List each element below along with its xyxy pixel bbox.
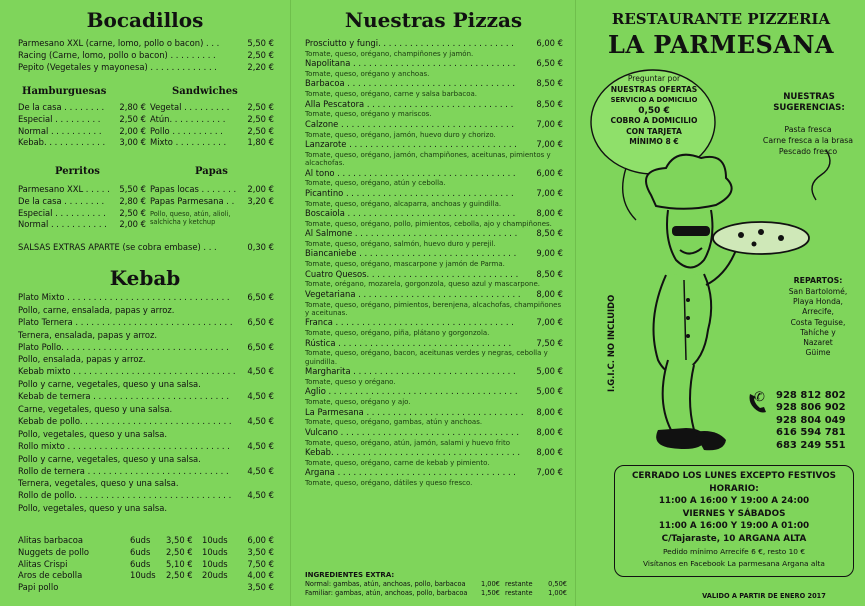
kebab-row xyxy=(18,490,274,502)
pizza-row xyxy=(305,119,563,131)
hours-line: VIERNES Y SÁBADOS xyxy=(682,508,786,519)
item-name: Plato Ternera . . . . . . . . . . . . . . . . . . . . . . . . . . . . . . xyxy=(18,316,233,327)
item-name: Franca . . . . . . . . . . . . . . . . . . . . . . . . . . . . . . . . . . xyxy=(305,317,514,328)
extra-price-small: 3,50 € xyxy=(166,535,193,545)
item-name: Rollo de pollo. . . . . . . . . . . . . . . . . . . . . . . . . . . . . . xyxy=(18,490,232,501)
salsas-price: 0,30 € xyxy=(247,242,274,252)
hours-line: HORARIO: xyxy=(709,483,759,494)
bubble-line: Preguntar por xyxy=(627,74,681,83)
kebab-row xyxy=(18,366,274,378)
pizza-row xyxy=(305,99,563,111)
salsas-name: SALSAS EXTRAS APARTE (se cobra embase) . . . xyxy=(18,242,217,252)
item-name: Normal . . . . . . . . . . xyxy=(18,125,102,136)
ingredient-price-2: 0,50€ xyxy=(548,580,567,589)
ingredient-label: restante xyxy=(505,589,533,598)
perrito-row xyxy=(18,196,146,208)
item-name: Kebab de pollo. . . . . . . . . . . . . . . . . . . . . . . . . . . . . xyxy=(18,415,232,426)
item-name: Margharita . . . . . . . . . . . . . . . . . . . . . . . . . . . . . . . xyxy=(305,366,516,377)
hamburguesas-list xyxy=(18,102,146,149)
pizza-desc: Tomate, queso, orégano, carne de kebab y pimiento. xyxy=(305,458,490,467)
salsas-row xyxy=(18,242,274,254)
item-price: 4,50 € xyxy=(247,391,274,402)
phone-number: 683 249 551 xyxy=(776,439,846,451)
hours-line: 11:00 A 16:00 Y 19:00 A 01:00 xyxy=(658,521,810,532)
pizza-row xyxy=(305,58,563,70)
bocadillo-row xyxy=(18,50,274,62)
extra-name: Alitas barbacoa xyxy=(18,535,84,545)
item-price: 5,50 € xyxy=(247,38,274,48)
phone-number: 616 594 781 xyxy=(776,427,846,439)
left-panel xyxy=(0,0,290,606)
item-name: Kebab de ternera . . . . . . . . . . . . . . . . . . . . . . . . . . xyxy=(18,391,229,402)
extra-name: Papi pollo xyxy=(18,582,59,593)
item-price: 6,00 € xyxy=(536,38,563,48)
kebab-desc: Carne, vegetales, queso y una salsa. xyxy=(18,403,173,414)
item-name: Kebab. . . . . . . . . . . . xyxy=(18,137,106,148)
extra-row xyxy=(18,547,274,559)
suggestion-item: Pasta fresca xyxy=(784,125,832,134)
right-panel xyxy=(575,0,865,606)
item-price: 2,80 € xyxy=(119,102,146,112)
item-price: 2,50 € xyxy=(247,49,274,60)
pizza-desc: Tomate, queso, orégano, dátiles y queso fresco. xyxy=(305,479,473,488)
bocadillos-list xyxy=(18,38,274,73)
item-price: 6,50 € xyxy=(536,58,563,69)
ingredient-price-1: 1,00€ xyxy=(481,580,500,589)
suggestion-item: Carne fresca a la brasa xyxy=(762,136,854,145)
kebab-desc: Pollo, vegetales, queso y una salsa. xyxy=(18,428,168,439)
ingredients-list xyxy=(305,580,567,598)
phone-number: 928 806 902 xyxy=(776,402,846,414)
item-name: Normal . . . . . . . . . . . xyxy=(18,219,107,230)
papa-row xyxy=(150,184,274,196)
ingredient-row xyxy=(305,580,567,589)
item-price: 5,50 € xyxy=(119,184,146,194)
item-name: Calzone . . . . . . . . . . . . . . . . . . . . . . . . . . . . . . . . . xyxy=(305,118,514,129)
item-name: Rollo de ternera . . . . . . . . . . . . . . . . . . . . . . . . . . . xyxy=(18,465,229,476)
item-name: Pollo . . . . . . . . . . xyxy=(150,125,223,136)
kebab-desc: Pollo, ensalada, papas y arroz. xyxy=(18,354,146,365)
ingredient-row xyxy=(305,589,567,598)
restaurant-type: RESTAURANTE PIZZERIA xyxy=(611,10,831,28)
item-price: 2,00 € xyxy=(119,219,146,230)
repartos-list xyxy=(772,287,864,358)
item-name: Al tono . . . . . . . . . . . . . . . . . . . . . . . . . . . . . . . . . . xyxy=(305,167,516,178)
pizza-row xyxy=(305,38,563,50)
extra-name: Nuggets de pollo xyxy=(18,546,90,557)
item-name: De la casa . . . . . . . . xyxy=(18,102,105,112)
kebab-row xyxy=(18,391,274,403)
item-price: 6,50 € xyxy=(247,316,274,327)
item-price: 8,00 € xyxy=(536,288,563,299)
item-price: 9,00 € xyxy=(536,248,563,259)
item-price: 8,50 € xyxy=(536,268,563,279)
item-price: 2,50 € xyxy=(247,102,274,112)
valid-note: VALIDO A PARTIR DE ENERO 2017 xyxy=(702,592,826,600)
item-name: De la casa . . . . . . . . xyxy=(18,195,105,206)
item-name: Vegetariana . . . . . . . . . . . . . . . . . . . . . . . . . . . . . . . xyxy=(305,288,521,299)
pizza-row xyxy=(305,168,563,180)
kebab-row xyxy=(18,416,274,428)
item-name: Plato Mixto . . . . . . . . . . . . . . . . . . . . . . . . . . . . . . . xyxy=(18,292,230,302)
item-price: 4,50 € xyxy=(247,366,274,377)
pizzas-list xyxy=(305,38,563,487)
item-name: Alla Pescatora . . . . . . . . . . . . . . . . . . . . . . . . . . . . xyxy=(305,98,514,109)
pizza-row xyxy=(305,289,563,301)
item-name: Plato Pollo. . . . . . . . . . . . . . . . . . . . . . . . . . . . . . . . xyxy=(18,341,229,352)
hamburguesa-row xyxy=(18,137,146,149)
item-name: Prosciutto y fungi. . . . . . . . . . . . . . . . . . . . . . . . . . xyxy=(305,38,514,48)
hamburguesa-row xyxy=(18,102,146,114)
pizza-desc: Tomate, queso, orégano, atún, jamón, salami y huevo frito xyxy=(305,438,511,447)
item-price: 4,50 € xyxy=(247,440,274,451)
extra-qty-large: 10uds xyxy=(202,558,228,569)
restaurant-name: LA PARMESANA xyxy=(607,30,835,59)
item-price: 2,50 € xyxy=(247,113,274,124)
pizza-desc: Tomate, queso y orégano. xyxy=(305,378,396,387)
item-name: Rústica . . . . . . . . . . . . . . . . . . . . . . . . . . . . . . . . . xyxy=(305,337,512,348)
extra-qty-small: 10uds xyxy=(130,570,156,581)
extra-price-large: 4,00 € xyxy=(247,570,274,581)
pizza-desc: Tomate, queso, orégano, pollo, pimientos, cebolla, ajo y champiñones. xyxy=(305,219,552,228)
kebab-desc: Pollo, vegetales, queso y una salsa. xyxy=(18,503,168,514)
item-name: Aglio . . . . . . . . . . . . . . . . . . . . . . . . . . . . . . . . . . . . xyxy=(305,386,518,397)
hamburguesas-title: Hamburguesas xyxy=(22,86,107,97)
extra-name: Aros de cebolla xyxy=(18,570,83,581)
pizza-row xyxy=(305,338,563,350)
item-price: 3,20 € xyxy=(247,195,274,206)
middle-panel xyxy=(290,0,575,606)
kebab-row xyxy=(18,292,274,304)
item-price: 6,50 € xyxy=(247,292,274,302)
sandwich-row xyxy=(150,137,274,149)
item-name: Argana . . . . . . . . . . . . . . . . . . . . . . . . . . . . . . . . . . xyxy=(305,467,516,478)
item-price: 2,80 € xyxy=(119,195,146,206)
pizza-desc: Tomate, queso, orégano, carne y salsa barbacoa. xyxy=(305,90,478,99)
pizza-desc: Tomate, queso, orégano, bacon, aceitunas verdes y negras, cebolla y guindilla. xyxy=(305,349,548,366)
extra-name: Alitas Crispi xyxy=(18,558,68,569)
kebab-desc: Pollo y carne, vegetales, queso y una salsa. xyxy=(18,379,201,390)
sandwich-row xyxy=(150,102,274,114)
pizza-row xyxy=(305,386,563,398)
item-price: 2,50 € xyxy=(119,113,146,124)
phone-list xyxy=(776,390,856,452)
bocadillo-row xyxy=(18,62,274,74)
item-price: 7,00 € xyxy=(536,467,563,478)
item-price: 5,00 € xyxy=(536,366,563,377)
item-name: Especial . . . . . . . . . . xyxy=(18,207,106,218)
kebab-row xyxy=(18,342,274,354)
extra-qty-large: 10uds xyxy=(202,535,228,545)
pizza-desc: Tomate, queso, orégano, champiñones y jamón. xyxy=(305,49,474,58)
item-name: Cuatro Quesos. . . . . . . . . . . . . . . . . . . . . . . . . . . . . xyxy=(305,268,519,279)
pizza-row xyxy=(305,366,563,378)
sandwich-row xyxy=(150,114,274,126)
item-name: Kebab. . . . . . . . . . . . . . . . . . . . . . . . . . . . . . . . . . . . xyxy=(305,447,521,458)
kebab-title: Kebab xyxy=(109,266,181,290)
suggestions-list xyxy=(750,124,865,157)
pizza-desc: Tomate, queso, orégano, mascarpone y jamón de Parma. xyxy=(305,260,505,269)
extra-qty-small: 6uds xyxy=(130,558,151,569)
pizza-desc: Tomate, queso, orégano, salmón, huevo duro y perejil. xyxy=(305,240,496,249)
item-price: 7,50 € xyxy=(536,337,563,348)
bubble-line: NUESTRAS OFERTAS xyxy=(610,84,698,94)
extra-row xyxy=(18,559,274,571)
bubble-line: SERVICIO A DOMICILIO xyxy=(610,96,698,104)
perrito-row xyxy=(18,219,146,231)
bocadillo-row xyxy=(18,38,274,50)
extra-row xyxy=(18,570,274,582)
hours-line: C/Tajaraste, 10 ARGANA ALTA xyxy=(661,533,807,544)
item-price: 2,50 € xyxy=(247,125,274,136)
item-name: Atún. . . . . . . . . . . xyxy=(150,113,226,124)
item-name: Napolitana . . . . . . . . . . . . . . . . . . . . . . . . . . . . . . . xyxy=(305,58,516,69)
reparto-item: Arrecife, xyxy=(802,307,834,317)
pizza-row xyxy=(305,188,563,200)
item-name: Barbacoa . . . . . . . . . . . . . . . . . . . . . . . . . . . . . . . . xyxy=(305,78,516,89)
ingredient-name: Normal: gambas, atún, anchoas, pollo, barbacoa xyxy=(305,580,466,589)
item-name: Kebab mixto . . . . . . . . . . . . . . . . . . . . . . . . . . . . . . . xyxy=(18,366,236,377)
item-name: Vulcano . . . . . . . . . . . . . . . . . . . . . . . . . . . . . . . . . . xyxy=(305,426,519,437)
phone-number: 928 812 802 xyxy=(776,390,846,401)
extras-list xyxy=(18,535,274,594)
ingredient-price-1: 1,50€ xyxy=(481,589,500,598)
bocadillos-title: Bocadillos xyxy=(86,8,204,32)
ingredient-label: restante xyxy=(505,580,533,589)
item-price: 2,00 € xyxy=(247,184,274,194)
kebab-list xyxy=(18,292,274,515)
reparto-item: Tahíche y xyxy=(800,327,836,337)
extra-qty-small: 6uds xyxy=(130,535,151,545)
item-name: Boscaiola . . . . . . . . . . . . . . . . . . . . . . . . . . . . . . . . xyxy=(305,208,516,219)
papas-title: Papas xyxy=(195,166,228,177)
reparto-item: Playa Honda, xyxy=(793,297,843,307)
item-name: Rollo mixto . . . . . . . . . . . . . . . . . . . . . . . . . . . . . . . xyxy=(18,440,230,451)
kebab-row xyxy=(18,466,274,478)
papas-list xyxy=(150,184,274,208)
item-price: 8,50 € xyxy=(536,78,563,89)
item-price: 4,50 € xyxy=(247,465,274,476)
igic-note: I.G.I.C. NO INCLUIDO xyxy=(606,294,616,392)
item-price: 8,00 € xyxy=(536,406,563,417)
pizza-row xyxy=(305,139,563,151)
item-name: Parmesano XXL . . . . . xyxy=(18,184,110,194)
item-price: 7,00 € xyxy=(536,139,563,150)
item-price: 2,00 € xyxy=(119,125,146,136)
pizza-desc: Tomate, queso, orégano, gambas, atún y anchoas. xyxy=(305,418,483,427)
pizza-row xyxy=(305,228,563,240)
pizza-desc: Tomate, queso, orégano, piña, plátano y gorgonzola. xyxy=(305,329,490,338)
item-price: 8,50 € xyxy=(536,98,563,109)
pizza-desc: Tomate, queso, orégano y anchoas. xyxy=(305,70,430,78)
reparto-item: San Bartolomé, xyxy=(788,287,848,296)
item-price: 7,00 € xyxy=(536,118,563,129)
item-price: 2,20 € xyxy=(247,61,274,72)
ingredient-price-2: 1,00€ xyxy=(548,589,567,598)
item-name: Biancaniebe . . . . . . . . . . . . . . . . . . . . . . . . . . . . . . xyxy=(305,248,517,259)
pizza-row xyxy=(305,447,563,459)
kebab-desc: Ternera, ensalada, papas y arroz. xyxy=(18,329,158,340)
papas-note: Pollo, queso, atún, alioli, salchicha y ketchup xyxy=(150,210,231,226)
reparto-item: Güime xyxy=(805,348,831,358)
item-name: Picantino . . . . . . . . . . . . . . . . . . . . . . . . . . . . . . . . xyxy=(305,187,514,198)
item-price: 2,50 € xyxy=(119,207,146,218)
item-price: 7,00 € xyxy=(536,187,563,198)
item-name: Papas Parmesana . . xyxy=(150,195,235,206)
reparto-item: Costa Teguise, xyxy=(790,317,846,327)
hours-line: 11:00 A 16:00 Y 19:00 A 24:00 xyxy=(658,496,810,507)
item-name: Racing (Carne, lomo, pollo o bacon) . . . . . . . . . xyxy=(18,49,216,60)
perrito-row xyxy=(18,208,146,220)
item-price: 3,00 € xyxy=(119,137,146,148)
item-price: 7,00 € xyxy=(536,317,563,328)
reparto-item: Nazaret xyxy=(803,338,833,348)
pizza-row xyxy=(305,427,563,439)
pizzas-title: Nuestras Pizzas xyxy=(344,8,523,32)
phone-icon: ✆ xyxy=(754,390,765,405)
hours-line: Pedido mínimo Arrecife 6 €, resto 10 € xyxy=(662,546,806,556)
item-price: 8,00 € xyxy=(536,426,563,437)
item-name: Vegetal . . . . . . . . . xyxy=(150,102,230,112)
papa-row xyxy=(150,196,274,208)
bubble-line: CON TARJETA xyxy=(626,126,682,136)
hours-line: CERRADO LOS LUNES EXCEPTO FESTIVOS xyxy=(631,471,837,481)
kebab-desc: Pollo, carne, ensalada, papas y arroz. xyxy=(18,304,175,315)
sandwiches-list xyxy=(150,102,274,149)
extra-row xyxy=(18,535,274,547)
extra-price-large: 7,50 € xyxy=(247,558,274,569)
extra-qty-small: 6uds xyxy=(130,546,151,557)
hamburguesa-row xyxy=(18,126,146,138)
phone-number: 928 804 049 xyxy=(776,414,846,426)
pizza-row xyxy=(305,269,563,281)
extra-price-large: 3,50 € xyxy=(247,546,274,557)
item-name: Mixto . . . . . . . . . . xyxy=(150,137,227,148)
hours-box xyxy=(614,465,854,577)
pizza-desc: Tomate, queso, orégano, pimientos, berenjena, alcachofas, champiñones y aceitunas. xyxy=(305,300,562,318)
item-price: 8,00 € xyxy=(536,447,563,458)
hamburguesa-row xyxy=(18,114,146,126)
extra-qty-large: 10uds xyxy=(202,546,228,557)
pizza-desc: Tomate, queso, orégano, alcaparra, anchoas y guindilla. xyxy=(305,199,502,208)
suggestions-title: NUESTRAS SUGERENCIAS: xyxy=(773,92,845,113)
extra-price-large: 3,50 € xyxy=(247,582,274,593)
perritos-title: Perritos xyxy=(55,166,100,177)
kebab-desc: Pollo y carne, vegetales, queso y una salsa. xyxy=(18,453,201,464)
item-name: Al Salmone . . . . . . . . . . . . . . . . . . . . . . . . . . . . . . . xyxy=(305,228,518,239)
extra-row xyxy=(18,582,274,594)
repartos-title: REPARTOS: xyxy=(793,276,843,285)
pizza-row xyxy=(305,208,563,220)
item-price: 8,00 € xyxy=(536,208,563,219)
ingredient-name: Familiar: gambas, atún, anchoas, pollo, barbacoa xyxy=(305,589,468,598)
pizza-row xyxy=(305,467,563,479)
ingredients-title: INGREDIENTES EXTRA: xyxy=(305,571,395,579)
kebab-desc: Ternera, vegetales, queso y una salsa. xyxy=(18,478,179,489)
pizza-row xyxy=(305,317,563,329)
item-price: 4,50 € xyxy=(247,415,274,426)
perritos-list xyxy=(18,184,146,231)
pizza-desc: Tomate, queso, orégano, jamón, champiñones, aceitunas, pimientos y alcachofas. xyxy=(305,150,551,168)
bubble-line: COBRO A DOMICILIO xyxy=(610,116,698,125)
item-price: 8,50 € xyxy=(536,228,563,239)
item-price: 6,00 € xyxy=(536,167,563,178)
extra-price-small: 2,50 € xyxy=(166,570,193,581)
pizza-desc: Tomate, queso, orégano, jamón, huevo duro y chorizo. xyxy=(305,130,496,139)
kebab-row xyxy=(18,317,274,329)
item-name: Pepito (Vegetales y mayonesa) . . . . . . . . . . . . . xyxy=(18,61,217,72)
extra-price-large: 6,00 € xyxy=(247,535,274,545)
extra-qty-large: 20uds xyxy=(202,570,228,581)
kebab-row xyxy=(18,441,274,453)
hours-list xyxy=(615,470,853,571)
item-price: 4,50 € xyxy=(247,490,274,501)
item-name: Parmesano XXL (carne, lomo, pollo o bacon) . . . xyxy=(18,38,220,48)
pizza-desc: Tomate, queso, orégano y mariscos. xyxy=(305,110,432,119)
suggestion-item: Pescado fresco xyxy=(778,147,838,156)
extra-price-small: 5,10 € xyxy=(166,558,193,569)
bubble-line: MÍNIMO 8 € xyxy=(629,137,679,146)
offers-bubble xyxy=(594,74,714,148)
pizza-desc: Tomate, queso, orégano, atún y cebolla. xyxy=(305,179,446,188)
bubble-line: 0,50 € xyxy=(638,105,670,116)
item-price: 1,80 € xyxy=(247,137,274,148)
item-name: Especial . . . . . . . . . xyxy=(18,113,101,124)
sandwich-row xyxy=(150,126,274,138)
pizza-row xyxy=(305,248,563,260)
pizza-desc: Tomate, orégano, mozarela, gorgonzola, queso azul y mascarpone. xyxy=(305,280,541,289)
pizza-row xyxy=(305,78,563,90)
sandwiches-title: Sandwiches xyxy=(172,86,238,97)
perrito-row xyxy=(18,184,146,196)
item-name: Lanzarote . . . . . . . . . . . . . . . . . . . . . . . . . . . . . . . . xyxy=(305,139,517,150)
hours-line: Visítanos en Facebook La parmesana Argana alta xyxy=(643,559,825,569)
pizza-desc: Tomate, queso, orégano y ajo. xyxy=(305,398,411,407)
extra-price-small: 2,50 € xyxy=(166,546,193,557)
item-price: 5,00 € xyxy=(536,386,563,397)
item-name: La Parmesana . . . . . . . . . . . . . . . . . . . . . . . . . . . . . . xyxy=(305,406,524,417)
item-price: 6,50 € xyxy=(247,341,274,352)
item-name: Papas locas . . . . . . . xyxy=(150,184,237,194)
pizza-row xyxy=(305,407,563,419)
